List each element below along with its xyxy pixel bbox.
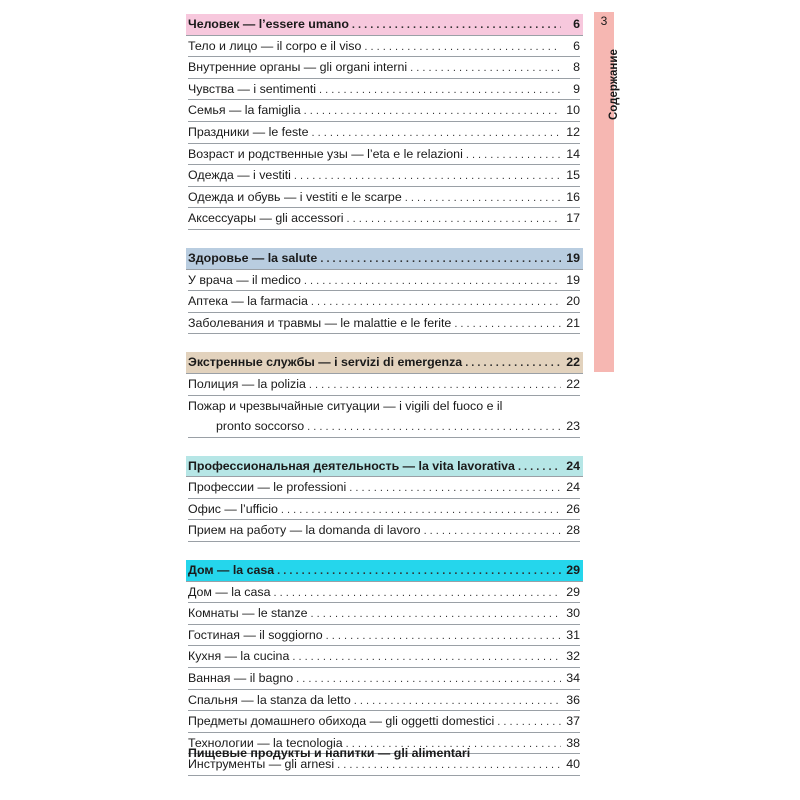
toc-entry[interactable]: Комнаты — le stanze . . . 30 [188,603,580,625]
toc-entry[interactable]: Гостиная — il soggiorno . . . 31 [188,625,580,647]
toc-entry[interactable]: Дом — la casa . . . 29 [188,582,580,604]
next-section-heading[interactable]: Пищевые продукты и напитки — gli alimentari [188,746,471,760]
toc-entry[interactable]: Предметы домашнего обихода — gli oggetti domestici . . . 37 [188,711,580,733]
toc-entry[interactable]: Ванная — il bagno . . . 34 [188,668,580,690]
toc-entry[interactable]: Тело и лицо — il corpo e il viso . . . 6 [188,36,580,58]
page-number: 3 [600,14,608,28]
toc-entry[interactable]: Прием на работу — la domanda di lavoro . . . 28 [188,520,580,542]
toc-entry-line1[interactable]: Пожар и чрезвычайные ситуации — i vigili del fuoco e il [188,398,503,413]
toc-entry[interactable]: Возраст и родственные узы — l’eta e le relazioni . . . 14 [188,144,580,166]
toc-entry[interactable]: Семья — la famiglia . . . 10 [188,100,580,122]
toc-entry[interactable]: У врача — il medico . . . 19 [188,270,580,292]
toc-entry[interactable]: Инструменты — gli arnesi . . . 40 [188,754,580,776]
section-emergency [188,352,580,437]
toc-entry[interactable]: Праздники — le feste . . . 12 [188,122,580,144]
toc-entry[interactable]: Полиция — la polizia . . . 22 [188,374,580,396]
section-heading[interactable]: Профессиональная деятельность — la vita lavorativa . . . 24 [186,456,583,478]
toc-entry[interactable]: Одежда — i vestiti . . . 15 [188,165,580,187]
toc-entry[interactable]: Технологии — la tecnologia . . . 38 [188,733,580,755]
section-health [188,248,580,334]
toc-entry-line2[interactable]: pronto soccorso . . . 23 [188,416,580,438]
section-heading[interactable]: Дом — la casa . . . 29 [186,560,583,582]
toc-entry[interactable]: Офис — l’ufficio . . . 26 [188,499,580,521]
toc-entry[interactable]: Аптека — la farmacia . . . 20 [188,291,580,313]
toc-entry[interactable]: Спальня — la stanza da letto . . . 36 [188,690,580,712]
section-heading[interactable]: Здоровье — la salute . . . 19 [186,248,583,270]
toc-entry[interactable]: Заболевания и травмы — le malattie e le ferite . . . 21 [188,313,580,335]
sidebar-label: Содержание [608,49,620,120]
toc-entry[interactable]: Внутренние органы — gli organi interni . . . 8 [188,57,580,79]
section-human [188,14,580,230]
table-of-contents [188,14,580,794]
toc-entry[interactable]: Одежда и обувь — i vestiti e le scarpe . . . 16 [188,187,580,209]
toc-entry[interactable]: Аксессуары — gli accessori . . . 17 [188,208,580,230]
toc-entry[interactable]: Профессии — le professioni . . . 24 [188,477,580,499]
section-work [188,456,580,542]
toc-entry[interactable]: Кухня — la cucina . . . 32 [188,646,580,668]
section-home [188,560,580,776]
section-heading[interactable]: Человек — l’essere umano . . . 6 [186,14,583,36]
toc-entry[interactable]: Чувства — i sentimenti . . . 9 [188,79,580,101]
section-heading[interactable]: Экстренные службы — i servizi di emergenza . . . 22 [186,352,583,374]
